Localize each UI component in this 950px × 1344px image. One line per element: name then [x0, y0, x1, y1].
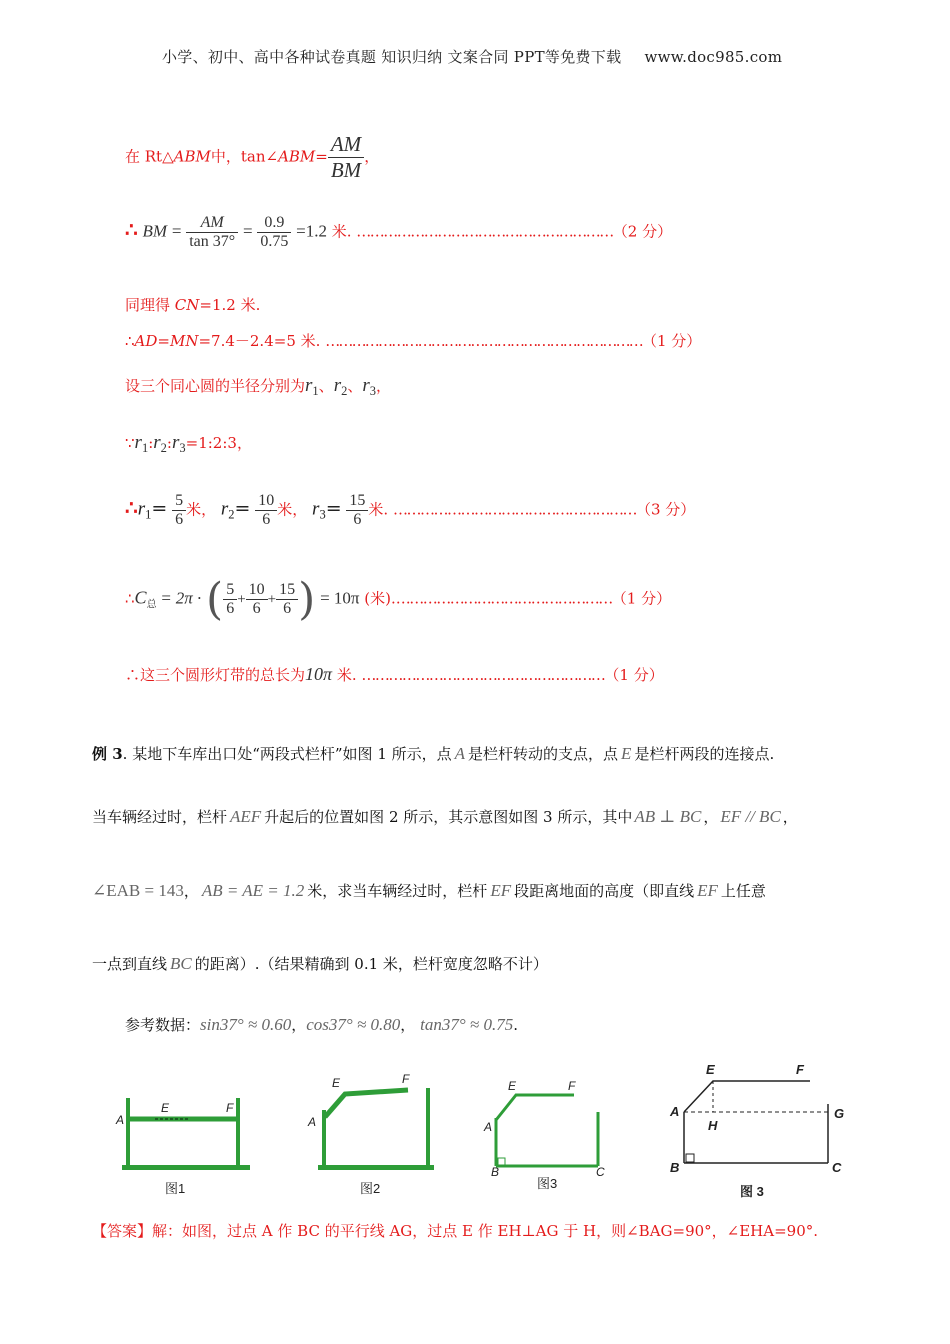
score: （2 分） — [612, 222, 673, 241]
text: =1.2 米. — [199, 296, 261, 314]
text: = — [325, 497, 342, 520]
text: . — [513, 1016, 518, 1034]
var-c: C — [134, 587, 147, 608]
score: （1 分） — [611, 589, 672, 608]
text: 米，求当车辆经过时，栏杆 — [307, 882, 488, 900]
text: ， — [703, 808, 719, 826]
text: CN — [174, 296, 200, 314]
answer-text: 解：如图，过点 A 作 BC 的平行线 AG，过点 E 作 EH⊥AG 于 H，则∠BAG=90°，∠EHA=90°. — [152, 1222, 819, 1240]
label-h: H — [708, 1118, 718, 1133]
text: 升起后的位置如图 2 所示，其示意图如图 3 所示，其中 — [264, 808, 633, 826]
text: = — [234, 497, 251, 520]
var-r3: r — [171, 432, 180, 453]
therefore-symbol: ∴ — [125, 589, 135, 608]
var-r1: r — [305, 375, 313, 396]
text: 米. — [368, 500, 389, 519]
numerator: 10 — [255, 492, 277, 511]
score: （1 分） — [604, 666, 664, 684]
denominator: 6 — [252, 600, 261, 617]
label-b: B — [670, 1160, 680, 1175]
var-aef: AEF — [230, 807, 262, 826]
label-e: E — [706, 1062, 715, 1077]
label-c: C — [832, 1160, 842, 1175]
text: 中，tan∠ — [210, 147, 279, 166]
text: AD — [134, 332, 158, 350]
caption-fig2: 图2 — [360, 1181, 381, 1196]
therefore-symbol: ∴ — [125, 217, 138, 242]
text: ABM — [278, 147, 316, 166]
label-e: E — [332, 1076, 341, 1090]
text: ， — [782, 808, 798, 826]
numerator: AM — [186, 214, 238, 233]
label-b: B — [491, 1165, 500, 1179]
text: 上任意 — [720, 882, 766, 900]
var-ef: EF — [697, 881, 718, 900]
text: =1.2 — [296, 221, 327, 241]
math-angle-eab: ∠EAB = 143 — [92, 881, 184, 900]
text: . 某地下车库出口处“两段式栏杆”如图 1 所示，点 — [122, 745, 452, 763]
var-r2: r — [333, 375, 342, 396]
denominator: BM — [330, 158, 362, 182]
subscript: 2 — [341, 384, 348, 398]
var-e: E — [621, 744, 632, 763]
denominator: 6 — [283, 600, 292, 617]
denominator: 6 — [226, 600, 235, 617]
math-ef-par-bc: EF // BC — [720, 807, 781, 826]
text: 设三个同心圆的半径分别为 — [125, 377, 306, 395]
math-ab-perp-bc: AB ⊥ BC — [634, 807, 702, 826]
score: （3 分） — [635, 500, 696, 519]
figure-1 — [115, 1098, 250, 1196]
figure-2 — [307, 1072, 434, 1196]
text: : — [148, 434, 154, 452]
text: = 10π — [320, 588, 360, 608]
text: : — [166, 434, 172, 452]
header-url: www.doc985.com — [644, 48, 783, 66]
text: 在 Rt△ — [125, 147, 174, 166]
text: 一点到直线 — [92, 955, 168, 973]
figure-3-schematic — [669, 1062, 844, 1199]
math-ab-ae: AB = AE = 1.2 — [201, 881, 305, 900]
leader-dots: ……………………………………………… — [361, 666, 605, 684]
var-ef: EF — [490, 881, 512, 900]
right-paren: ) — [298, 574, 316, 625]
label-e: E — [508, 1079, 517, 1093]
text: =1:2:3， — [185, 434, 252, 452]
numerator: 5 — [172, 492, 186, 511]
denominator: 6 — [262, 511, 271, 528]
text: ， — [291, 1016, 307, 1034]
var-bc: BC — [170, 954, 192, 973]
caption-fig1: 图1 — [165, 1181, 186, 1196]
var-r1: r — [134, 432, 142, 453]
subscript: 1 — [312, 384, 319, 398]
answer-line — [92, 1220, 818, 1241]
subscript: 3 — [369, 384, 377, 398]
text: 、 — [347, 377, 363, 395]
answer-label: 【答案】 — [92, 1222, 153, 1240]
leader-dots: ………………………………………… — [395, 589, 612, 608]
left-paren: ( — [206, 574, 224, 625]
text: ABM — [173, 147, 211, 166]
caption-fig3: 图3 — [537, 1176, 558, 1191]
var-a: A — [454, 744, 466, 763]
leader-dots: ………………………………………………… — [356, 222, 613, 241]
denominator: 6 — [353, 511, 362, 528]
label-f: F — [402, 1072, 410, 1086]
var-r3: r — [312, 498, 320, 520]
text: 参考数据： — [125, 1016, 201, 1034]
ref-tan: tan37° ≈ 0.75 — [420, 1015, 514, 1034]
subscript: 2 — [228, 507, 235, 522]
ref-sin: sin37° ≈ 0.60 — [200, 1015, 292, 1034]
numerator: AM — [328, 132, 364, 158]
subscript: 3 — [319, 507, 326, 522]
label-a: A — [308, 1115, 317, 1129]
text: 2π · — [175, 588, 202, 608]
label-a: A — [484, 1120, 493, 1134]
label-a: A — [116, 1113, 125, 1127]
label-f: F — [568, 1079, 576, 1093]
numerator: 0.9 — [257, 214, 291, 233]
text: 的距离）.（结果精确到 0.1 米，栏杆宽度忽略不计） — [194, 955, 548, 973]
var-r2: r — [220, 498, 229, 520]
text: 当车辆经过时，栏杆 — [92, 808, 228, 826]
text: + — [237, 591, 246, 608]
caption-fig3-schematic: 图 3 — [740, 1184, 764, 1199]
text: 段距离地面的高度（即直线 — [514, 882, 695, 900]
text: 米. — [331, 222, 352, 241]
text: 是栏杆转动的支点，点 — [468, 745, 619, 763]
score: （1 分） — [642, 332, 702, 350]
leader-dots: ……………………………………………………………… — [325, 332, 642, 350]
text: = — [242, 221, 253, 241]
text: = — [315, 147, 328, 166]
label-e: E — [161, 1101, 170, 1115]
because-symbol: ∵ — [125, 434, 135, 452]
text: 10π — [305, 664, 333, 684]
label-f: F — [226, 1101, 234, 1115]
example-label: 例 3 — [92, 745, 123, 763]
text: 、 — [318, 377, 334, 395]
text: + — [267, 591, 277, 608]
text: MN — [169, 332, 199, 350]
label-f: F — [796, 1062, 804, 1077]
text: ∴这三个圆形灯带的总长为 — [125, 666, 306, 684]
text: = — [161, 588, 171, 608]
text: BM — [142, 221, 168, 241]
subscript: 3 — [179, 441, 186, 455]
text: ， — [400, 1016, 416, 1034]
text: = — [151, 497, 168, 520]
numerator: 10 — [246, 581, 268, 600]
text: 米. — [336, 666, 357, 684]
label-g: G — [834, 1106, 845, 1121]
text: 米， — [186, 500, 217, 519]
text: = — [171, 221, 182, 241]
text: ， — [376, 377, 392, 395]
text: =7.4－2.4=5 米. — [198, 332, 321, 350]
text: (米). — [364, 589, 396, 608]
text: 是栏杆两段的连接点. — [634, 745, 775, 763]
figure-3 — [483, 1079, 605, 1191]
var-r1: r — [137, 498, 146, 520]
subscript: 1 — [141, 441, 149, 455]
numerator: 15 — [276, 581, 298, 600]
denominator: 6 — [175, 511, 184, 528]
therefore-symbol: ∴ — [125, 495, 138, 520]
ref-cos: cos37° ≈ 0.80 — [306, 1015, 401, 1034]
text: ， — [364, 147, 380, 166]
header-text: 小学、初中、高中各种试卷真题 知识归纳 文案合同 PPT等免费下载 — [162, 48, 622, 66]
subscript: 1 — [145, 507, 152, 522]
numerator: 15 — [346, 492, 368, 511]
text: ， — [183, 882, 199, 900]
var-r3: r — [362, 375, 370, 396]
text: 同理得 — [125, 296, 175, 314]
label-a: A — [670, 1104, 680, 1119]
leader-dots: ……………………………………………… — [392, 500, 636, 519]
denominator: 0.75 — [260, 233, 289, 250]
label-c: C — [596, 1165, 605, 1179]
var-r2: r — [153, 432, 161, 453]
text: ∴ — [125, 332, 135, 350]
subscript: 2 — [160, 441, 167, 455]
subscript: 总 — [146, 599, 157, 611]
text: = — [157, 332, 170, 350]
text: 米， — [277, 500, 308, 519]
denominator: tan 37° — [189, 233, 236, 250]
numerator: 5 — [223, 581, 237, 600]
